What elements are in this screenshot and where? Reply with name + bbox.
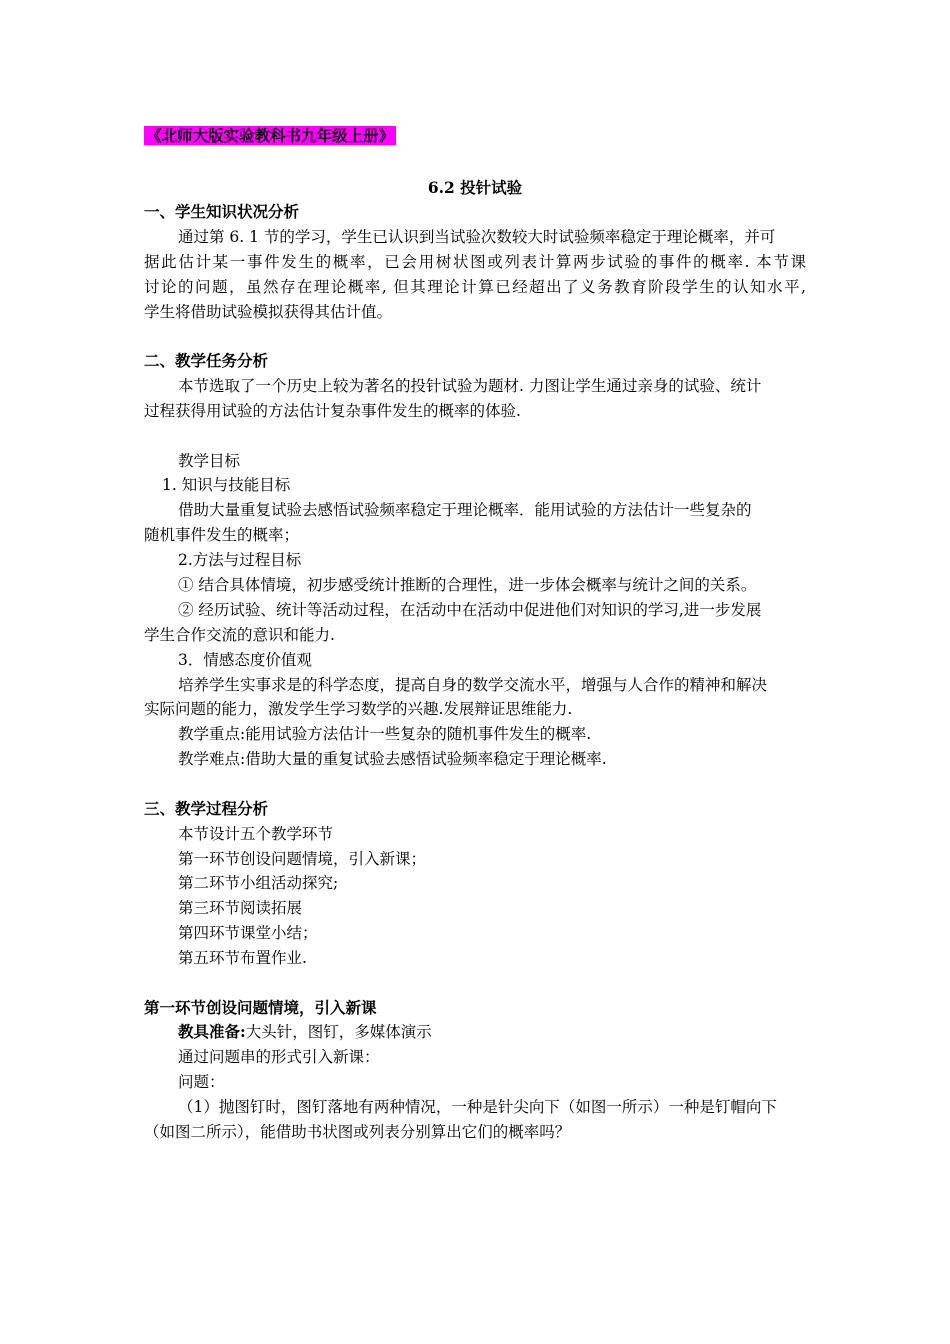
goal1-title: 1. 知识与技能目标 [162, 476, 291, 494]
book-title-highlight: 《北师大版实验教科书九年级上册》 [146, 126, 395, 145]
process-item: 第五环节布置作业. [178, 949, 307, 967]
section1-heading: 一、学生知识状况分析 [144, 202, 300, 221]
teaching-key-point: 教学重点:能用试验方法估计一些复杂的随机事件发生的概率. [178, 725, 592, 743]
goal3-text-line: 实际问题的能力，激发学生学习数学的兴趣.发展辩证思维能力. [144, 700, 573, 718]
part1-heading: 第一环节创设问题情境，引入新课 [144, 998, 377, 1017]
question-label: 问题： [178, 1073, 225, 1091]
section1-paragraph-line: 学生将借助试验模拟获得其估计值。 [144, 303, 393, 321]
section1-paragraph-line: 通过第 6. 1 节的学习，学生已认识到当试验次数较大时试验频率稳定于理论概率，并可 [178, 228, 776, 246]
tools-line [178, 1020, 432, 1044]
tools-text: 大头针，图钉，多媒体演示 [245, 1023, 432, 1041]
goal2-title: 2.方法与过程目标 [178, 551, 302, 569]
teaching-goals-title: 教学目标 [178, 452, 241, 470]
lesson-title: 6.2 投针试验 [427, 178, 523, 197]
process-item: 第四环节课堂小结； [178, 924, 318, 942]
section3-heading: 三、教学过程分析 [144, 799, 269, 818]
section2-paragraph-line: 本节选取了一个历史上较为著名的投针试验为题材. 力图让学生通过亲身的试验、统计 [178, 377, 762, 395]
question1-line: （1）抛图钉时，图钉落地有两种情况，一种是针尖向下（如图一所示）一种是钉帽向下 [178, 1098, 777, 1116]
goal1-text-line: 随机事件发生的概率； [144, 526, 300, 544]
section1-paragraph-line: 据此估计某一事件发生的概率，已会用树状图或列表计算两步试验的事件的概率. 本节课 [144, 253, 806, 271]
goal2-item-b-line: 学生合作交流的意识和能力. [144, 626, 335, 644]
process-item: 本节设计五个教学环节 [178, 825, 334, 843]
process-item: 第三环节阅读拓展 [178, 899, 303, 917]
book-title [144, 124, 396, 148]
tools-label: 教具准备: [178, 1022, 246, 1041]
question1-line: （如图二所示），能借助书状图或列表分别算出它们的概率吗？ [144, 1123, 571, 1141]
goal1-text-line: 借助大量重复试验去感悟试验频率稳定于理论概率．能用试验的方法估计一些复杂的 [178, 501, 752, 519]
process-item: 第一环节创设问题情境，引入新课； [178, 850, 427, 868]
intro-line: 通过问题串的形式引入新课： [178, 1048, 380, 1066]
goal3-title: 3．情感态度价值观 [178, 651, 312, 669]
goal2-item-b-line: ② 经历试验、统计等活动过程，在活动中在活动中促进他们对知识的学习,进一步发展 [178, 601, 762, 619]
section2-paragraph-line: 过程获得用试验的方法估计复杂事件发生的概率的体验. [144, 402, 521, 420]
process-item: 第二环节小组活动探究; [178, 874, 339, 892]
goal2-item-a: ① 结合具体情境，初步感受统计推断的合理性，进一步体会概率与统计之间的关系。 [178, 576, 757, 594]
section1-paragraph-line: 讨论的问题，虽然存在理论概率, 但其理论计算已经超出了义务教育阶段学生的认知水平, [144, 278, 806, 296]
goal3-text-line: 培养学生实事求是的科学态度，提高自身的数学交流水平，增强与人合作的精神和解决 [178, 676, 768, 694]
section2-heading: 二、教学任务分析 [144, 351, 269, 370]
teaching-difficulty: 教学难点:借助大量的重复试验去感悟试验频率稳定于理论概率. [178, 750, 607, 768]
